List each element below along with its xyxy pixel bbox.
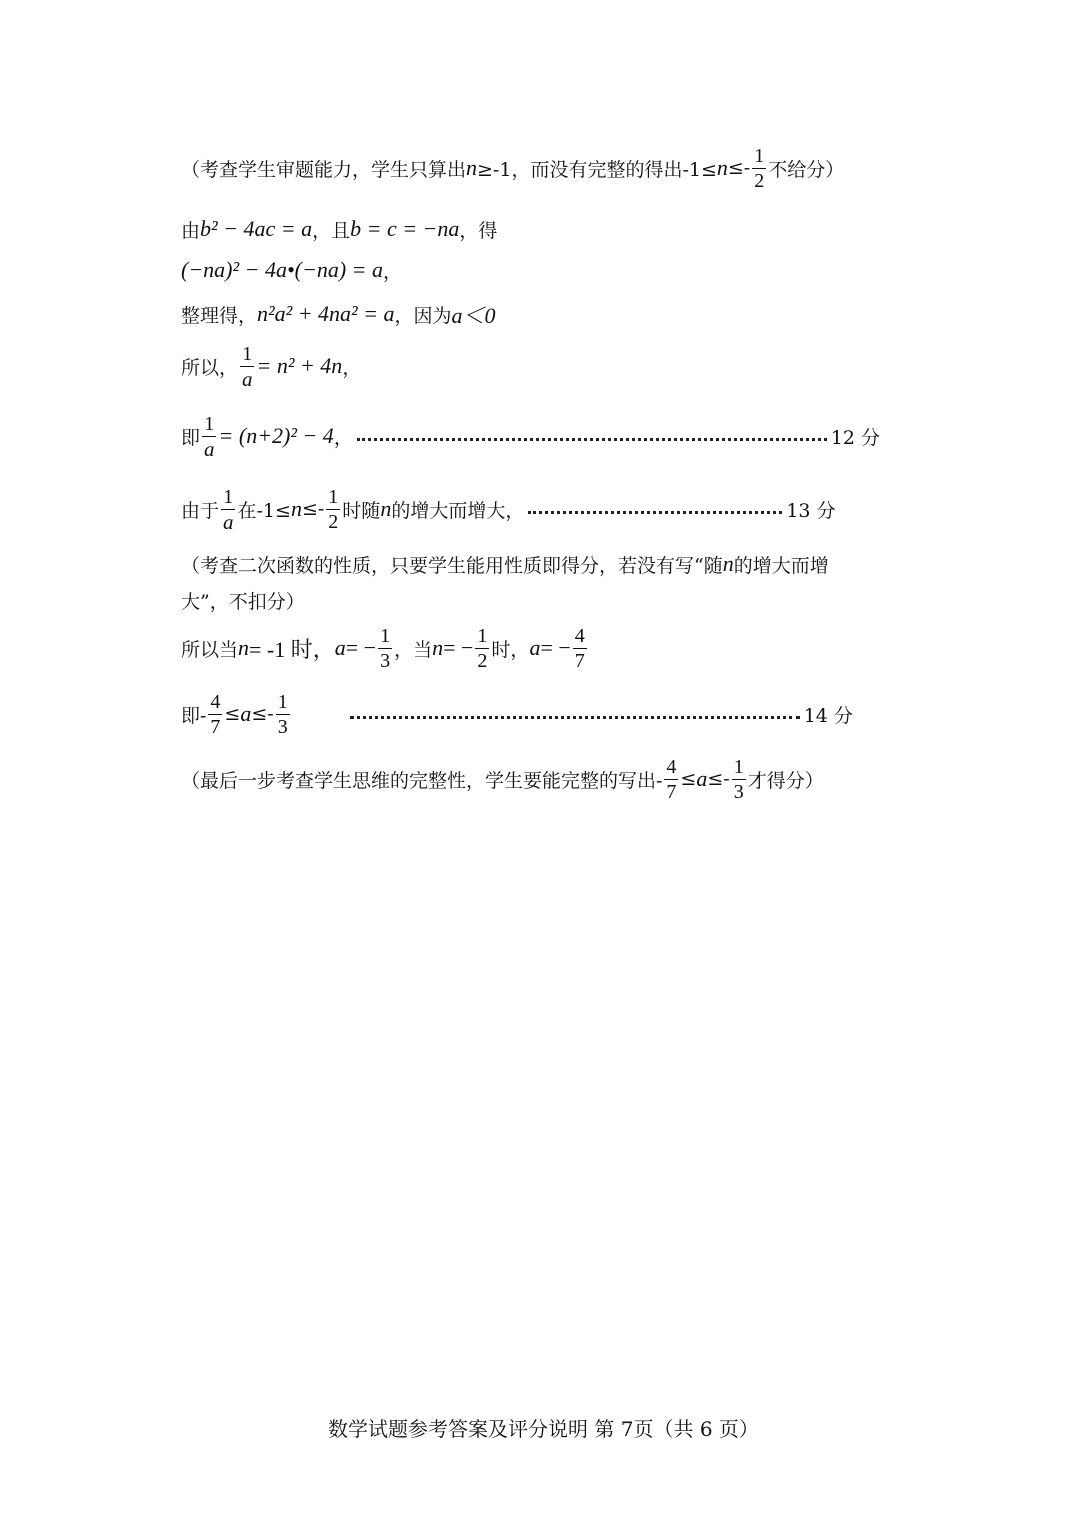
score-label: 12 分 bbox=[830, 426, 881, 449]
step-text: ≤- bbox=[251, 703, 274, 725]
note-text: ≥-1，而没有完整的得出-1≤ bbox=[477, 158, 717, 181]
math-var-n: n bbox=[290, 496, 302, 521]
math-var-a: a bbox=[334, 635, 346, 660]
step-text: ，当 bbox=[394, 638, 433, 661]
numerator: 1 bbox=[277, 690, 288, 713]
numerator: 1 bbox=[733, 755, 744, 778]
denominator: 7 bbox=[574, 649, 585, 672]
step-text: 时， bbox=[491, 638, 530, 661]
step-text: ，且 bbox=[312, 219, 351, 242]
numerator: 4 bbox=[574, 624, 585, 647]
step-text: 整理得， bbox=[181, 304, 258, 327]
note-text: ≤ bbox=[680, 768, 697, 790]
math-var-n: n bbox=[432, 635, 444, 660]
numerator: 1 bbox=[754, 144, 765, 167]
math-expression: = -1 时， bbox=[249, 636, 335, 662]
math-expression: b = c = −na bbox=[350, 216, 460, 241]
score-label: 13 分 bbox=[786, 499, 836, 522]
denominator: a bbox=[242, 366, 253, 391]
note-text: 才得分） bbox=[747, 769, 824, 792]
step-monotonic bbox=[181, 483, 836, 535]
leader-dots bbox=[357, 438, 827, 441]
grading-note-3 bbox=[181, 753, 824, 805]
leader-dots bbox=[350, 716, 800, 719]
step-text: ， bbox=[333, 426, 353, 449]
denominator: 2 bbox=[477, 649, 488, 672]
step-simplify bbox=[181, 288, 496, 340]
grading-note-2-cont bbox=[181, 574, 305, 626]
step-text: ，因为 bbox=[394, 304, 452, 327]
step-text: ， bbox=[342, 356, 362, 379]
denominator: 2 bbox=[754, 169, 765, 192]
denominator: 3 bbox=[380, 649, 391, 672]
math-expression: = (n+2)² − 4 bbox=[218, 423, 334, 448]
note-text: （考查学生审题能力，学生只算出 bbox=[181, 158, 467, 181]
numerator: 4 bbox=[210, 690, 221, 713]
numerator: 1 bbox=[380, 624, 391, 647]
step-text: ，得 bbox=[459, 219, 498, 242]
step-final-range bbox=[181, 688, 853, 740]
numerator: 1 bbox=[242, 342, 253, 365]
math-expression: = n² + 4n bbox=[256, 353, 343, 378]
fraction-one-half bbox=[475, 624, 489, 673]
fraction-one-third bbox=[732, 755, 746, 804]
leader-dots bbox=[528, 511, 782, 514]
numerator: 1 bbox=[477, 624, 488, 647]
fraction-four-sevenths bbox=[208, 690, 222, 739]
numerator: 4 bbox=[666, 755, 677, 778]
numerator: 1 bbox=[328, 485, 339, 508]
note-text: （考查二次函数的性质，只要学生能用性质即得分，若没有写“随 bbox=[181, 554, 723, 577]
step-text: 所以当 bbox=[181, 638, 239, 661]
math-var-n: n bbox=[722, 551, 734, 576]
math-var-a: a bbox=[240, 701, 252, 726]
denominator: a bbox=[204, 436, 215, 461]
fraction-one-third bbox=[378, 624, 392, 673]
note-text: 大”，不扣分） bbox=[181, 590, 305, 613]
denominator: 7 bbox=[666, 780, 677, 803]
math-var-n: n bbox=[716, 155, 728, 180]
denominator: 2 bbox=[328, 510, 339, 533]
step-reciprocal bbox=[181, 340, 361, 392]
note-text: （最后一步考查学生思维的完整性，学生要能完整的写出- bbox=[181, 769, 663, 792]
math-expression: = − bbox=[540, 635, 571, 660]
math-var-n: n bbox=[380, 496, 392, 521]
step-text: ≤ bbox=[224, 703, 241, 725]
step-text: 由于 bbox=[181, 499, 220, 522]
math-var-a: a bbox=[696, 766, 708, 791]
step-text: 即 bbox=[181, 426, 201, 449]
denominator: 7 bbox=[210, 715, 221, 738]
note-text: ≤- bbox=[727, 157, 751, 179]
step-vertex-form bbox=[181, 410, 880, 462]
step-text: ， bbox=[383, 260, 403, 283]
fraction-one-half bbox=[752, 144, 766, 193]
denominator: a bbox=[223, 509, 234, 534]
math-expression: n²a² + 4na² = a bbox=[257, 301, 395, 326]
math-var-n: n bbox=[466, 155, 478, 180]
grading-note-1 bbox=[181, 142, 844, 194]
step-text: 在-1≤ bbox=[237, 499, 291, 522]
step-text: 即- bbox=[181, 704, 207, 727]
fraction-one-over-a bbox=[202, 412, 217, 461]
numerator: 1 bbox=[223, 485, 234, 508]
denominator: 3 bbox=[733, 780, 744, 803]
step-endpoint-values bbox=[181, 622, 589, 674]
denominator: 3 bbox=[277, 715, 288, 738]
numerator: 1 bbox=[204, 412, 215, 435]
math-var-a: a bbox=[529, 635, 541, 660]
math-var-n: n bbox=[238, 635, 250, 660]
fraction-four-sevenths bbox=[573, 624, 587, 673]
step-text: 的增大而增大， bbox=[391, 499, 525, 522]
step-text: 时随 bbox=[342, 499, 381, 522]
note-text: ≤- bbox=[707, 768, 730, 790]
math-expression: b² − 4ac = a bbox=[200, 216, 313, 241]
fraction-one-over-a bbox=[240, 342, 255, 391]
math-expression: = − bbox=[443, 635, 474, 660]
step-text: 由 bbox=[181, 219, 201, 242]
fraction-four-sevenths bbox=[664, 755, 678, 804]
fraction-one-half bbox=[326, 485, 340, 534]
score-label: 14 分 bbox=[803, 704, 853, 727]
page-footer: 数学试题参考答案及评分说明 第 7页（共 6 页） bbox=[328, 1417, 759, 1441]
fraction-one-third bbox=[276, 690, 290, 739]
math-expression: a＜0 bbox=[451, 302, 496, 328]
step-text: 所以， bbox=[181, 356, 239, 379]
fraction-one-over-a bbox=[221, 485, 236, 534]
math-expression: (−na)² − 4a•(−na) = a bbox=[181, 257, 383, 282]
math-expression: = − bbox=[345, 635, 377, 660]
note-text: 不给分） bbox=[768, 158, 845, 181]
note-text: 的增大而增 bbox=[733, 554, 829, 577]
step-text: ≤- bbox=[301, 498, 325, 520]
